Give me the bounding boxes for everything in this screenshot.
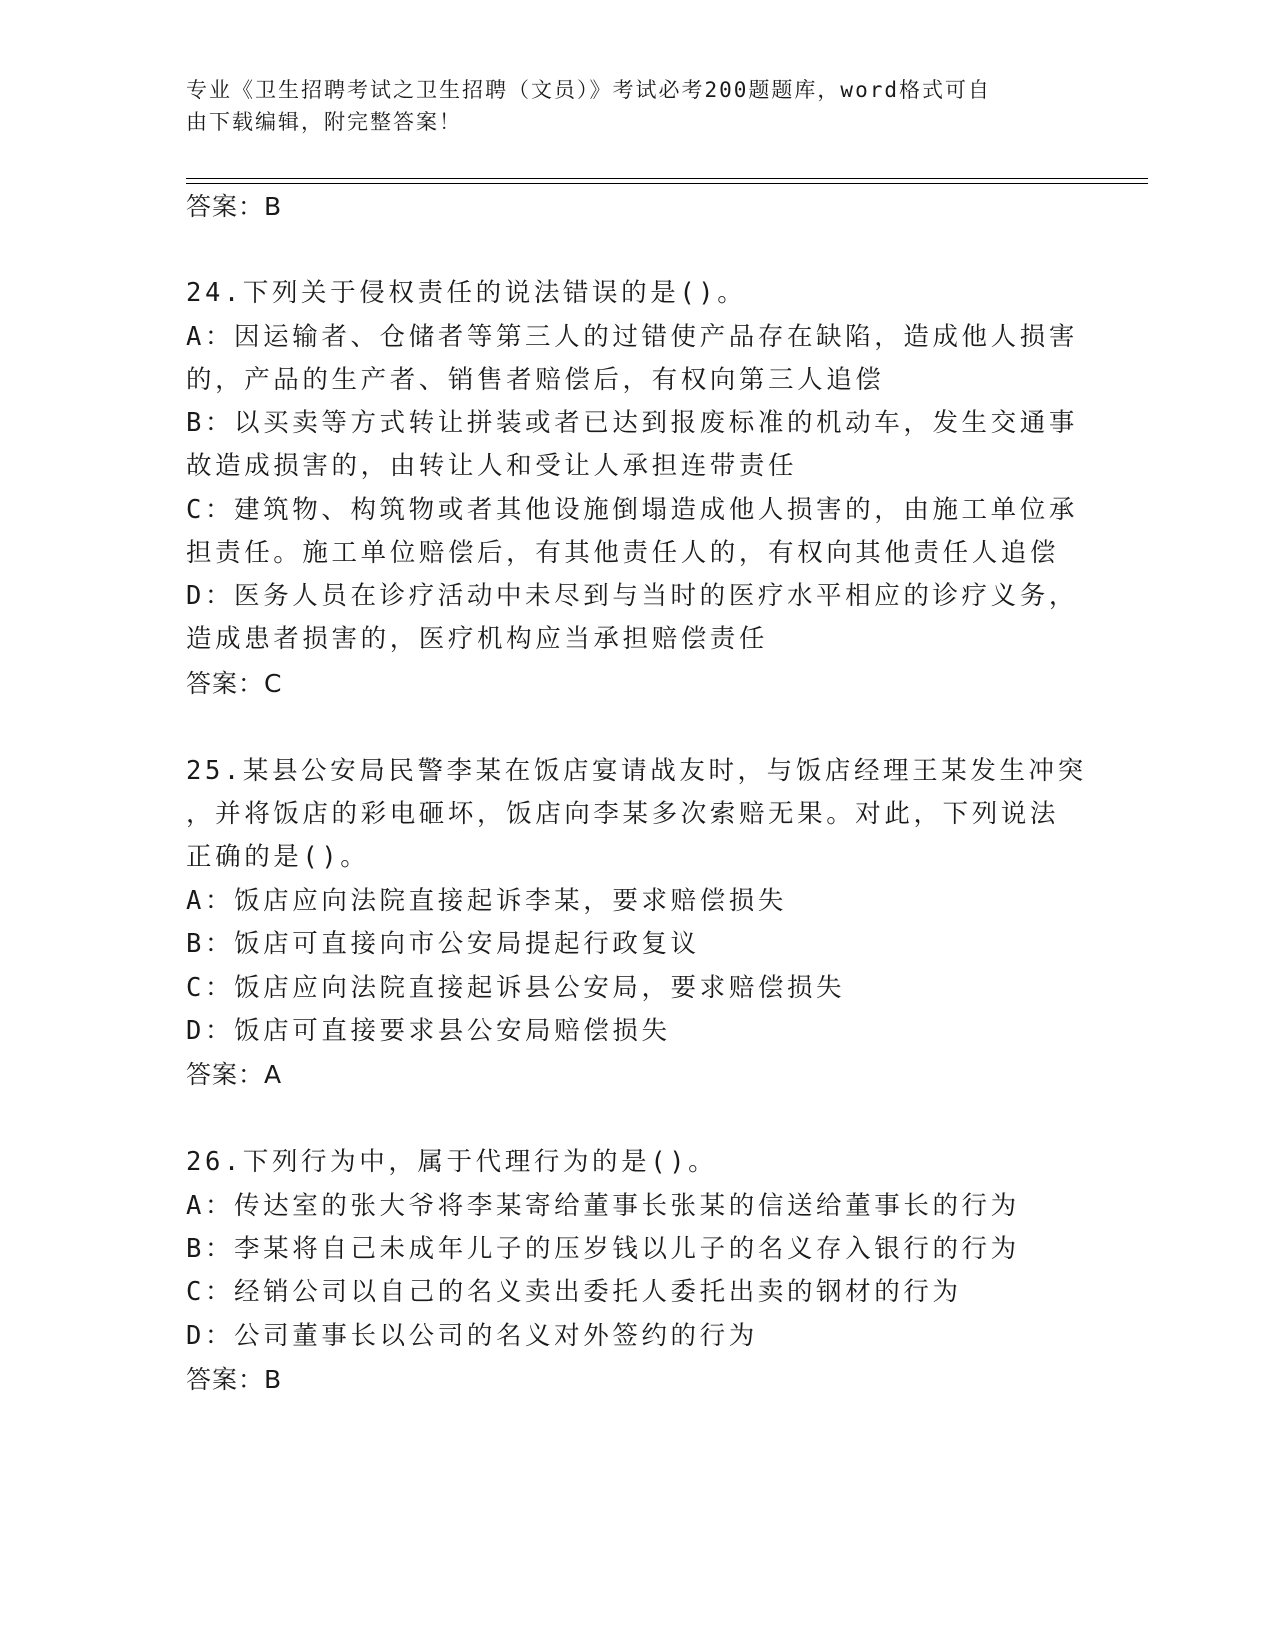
question-26-option-b: B：李某将自己未成年儿子的压岁钱以儿子的名义存入银行的行为 bbox=[186, 1234, 1020, 1264]
question-24-option-b-line-2: 故造成损害的，由转让人和受让人承担连带责任 bbox=[186, 451, 798, 481]
header-line-2: 由下载编辑，附完整答案！ bbox=[186, 110, 462, 134]
question-25-stem-line-3: 正确的是()。 bbox=[186, 842, 370, 872]
question-24-option-c-line-2: 担责任。施工单位赔偿后，有其他责任人的，有权向其他责任人追偿 bbox=[186, 538, 1060, 568]
question-24-option-a-line-1: A：因运输者、仓储者等第三人的过错使产品存在缺陷，造成他人损害 bbox=[186, 322, 1078, 352]
header-divider-top bbox=[186, 178, 1148, 179]
question-25-stem-line-2: ，并将饭店的彩电砸坏，饭店向李某多次索赔无果。对此，下列说法 bbox=[186, 799, 1060, 829]
question-26-option-a: A：传达室的张大爷将李某寄给董事长张某的信送给董事长的行为 bbox=[186, 1191, 1020, 1221]
question-24-answer: 答案：C bbox=[186, 669, 283, 698]
question-26-answer: 答案：B bbox=[186, 1365, 283, 1394]
answer-previous: 答案：B bbox=[186, 192, 283, 221]
question-26-option-c: C：经销公司以自己的名义卖出委托人委托出卖的钢材的行为 bbox=[186, 1277, 962, 1307]
question-26-option-d: D：公司董事长以公司的名义对外签约的行为 bbox=[186, 1321, 758, 1351]
question-24-option-a-line-2: 的，产品的生产者、销售者赔偿后，有权向第三人追偿 bbox=[186, 365, 885, 395]
question-25-answer: 答案：A bbox=[186, 1060, 283, 1089]
question-24-option-b-line-1: B：以买卖等方式转让拼装或者已达到报废标准的机动车，发生交通事 bbox=[186, 408, 1078, 438]
question-24-option-c-line-1: C：建筑物、构筑物或者其他设施倒塌造成他人损害的，由施工单位承 bbox=[186, 495, 1078, 525]
question-25-stem-line-1: 25.某县公安局民警李某在饭店宴请战友时，与饭店经理王某发生冲突 bbox=[186, 756, 1087, 786]
question-25-option-a: A：饭店应向法院直接起诉李某，要求赔偿损失 bbox=[186, 886, 787, 916]
document-header bbox=[186, 74, 1066, 138]
header-divider-bottom bbox=[186, 183, 1148, 184]
question-25-option-d: D：饭店可直接要求县公安局赔偿损失 bbox=[186, 1016, 671, 1046]
question-24-stem: 24.下列关于侵权责任的说法错误的是()。 bbox=[186, 278, 747, 308]
header-line-1: 专业《卫生招聘考试之卫生招聘（文员）》考试必考200题题库，word格式可自 bbox=[186, 78, 991, 102]
question-25-option-c: C：饭店应向法院直接起诉县公安局，要求赔偿损失 bbox=[186, 973, 846, 1003]
question-24-option-d-line-1: D：医务人员在诊疗活动中未尽到与当时的医疗水平相应的诊疗义务， bbox=[186, 581, 1078, 611]
question-26-stem: 26.下列行为中，属于代理行为的是()。 bbox=[186, 1147, 718, 1177]
question-24-option-d-line-2: 造成患者损害的，医疗机构应当承担赔偿责任 bbox=[186, 624, 769, 654]
question-25-option-b: B：饭店可直接向市公安局提起行政复议 bbox=[186, 929, 700, 959]
